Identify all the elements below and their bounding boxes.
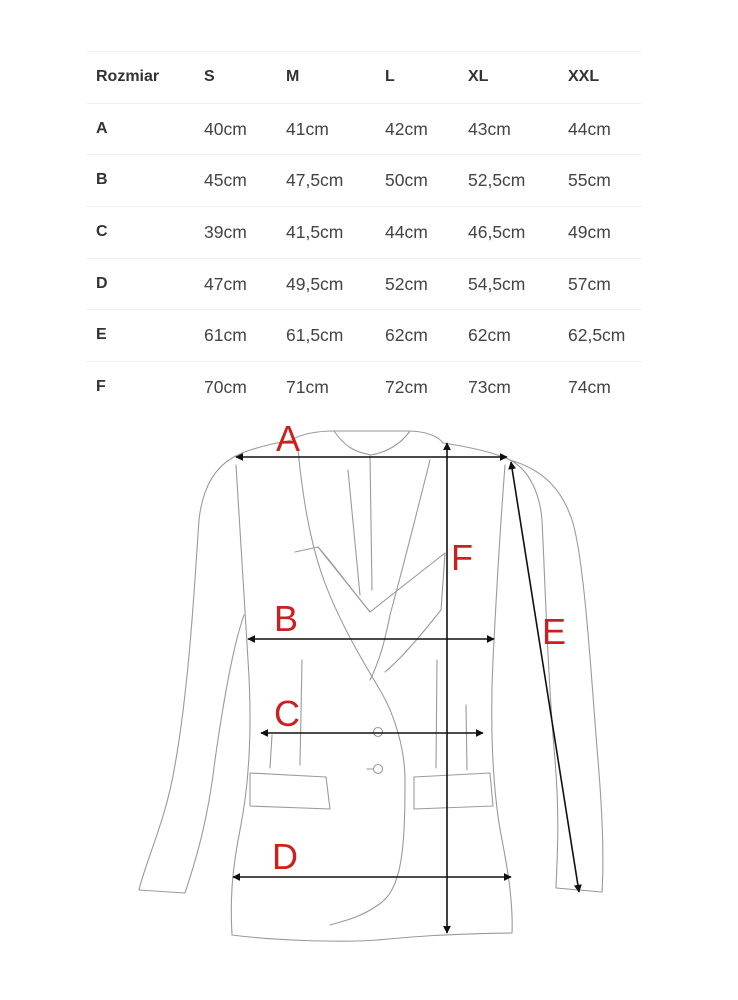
- table-cell: 61cm: [204, 325, 247, 346]
- table-cell: 44cm: [385, 222, 428, 243]
- table-cell: 62,5cm: [568, 325, 626, 346]
- table-cell: 52,5cm: [468, 170, 526, 191]
- table-row: [86, 206, 642, 258]
- header-cell-s: S: [204, 68, 215, 85]
- table-cell: 57cm: [568, 273, 611, 294]
- row-label: B: [96, 171, 108, 189]
- header-cell-l: L: [385, 68, 395, 85]
- label-a: A: [276, 418, 301, 459]
- table-cell: 49,5cm: [286, 273, 344, 294]
- header-cell-xxl: XXL: [568, 68, 600, 85]
- header-cell-xl: XL: [468, 68, 489, 85]
- table-cell: 39cm: [204, 222, 247, 243]
- label-c: C: [274, 693, 300, 734]
- table-cell: 44cm: [568, 118, 611, 139]
- table-cell: 72cm: [385, 377, 428, 398]
- table-cell: 62cm: [385, 325, 428, 346]
- size-table: [86, 51, 642, 413]
- table-cell: 54,5cm: [468, 273, 526, 294]
- label-d: D: [272, 836, 298, 877]
- table-cell: 62cm: [468, 325, 511, 346]
- label-b: B: [274, 598, 299, 639]
- table-cell: 73cm: [468, 377, 511, 398]
- table-row: [86, 309, 642, 361]
- table-cell: 74cm: [568, 377, 611, 398]
- row-label: A: [96, 119, 108, 137]
- table-row: [86, 258, 642, 310]
- header-cell-rozmiar: Rozmiar: [96, 68, 160, 85]
- table-cell: 40cm: [204, 118, 247, 139]
- table-cell: 50cm: [385, 170, 428, 191]
- jacket-outline: [139, 431, 603, 941]
- table-cell: 41,5cm: [286, 222, 344, 243]
- table-cell: 61,5cm: [286, 325, 344, 346]
- jacket-measurement-diagram: [0, 400, 738, 1000]
- label-e: E: [542, 611, 567, 652]
- table-cell: 70cm: [204, 377, 247, 398]
- table-header-row: [86, 51, 642, 103]
- row-label: D: [96, 274, 108, 292]
- arrow-e: [511, 462, 579, 892]
- label-f: F: [451, 537, 473, 578]
- table-cell: 47cm: [204, 273, 247, 294]
- table-cell: 55cm: [568, 170, 611, 191]
- table-cell: 49cm: [568, 222, 611, 243]
- table-cell: 71cm: [286, 377, 329, 398]
- row-label: C: [96, 223, 108, 241]
- table-cell: 45cm: [204, 170, 247, 191]
- table-cell: 42cm: [385, 118, 428, 139]
- table-cell: 47,5cm: [286, 170, 344, 191]
- table-row: [86, 154, 642, 206]
- table-cell: 43cm: [468, 118, 511, 139]
- header-cell-m: M: [286, 68, 300, 85]
- table-cell: 41cm: [286, 118, 329, 139]
- table-cell: 46,5cm: [468, 222, 526, 243]
- table-row: [86, 103, 642, 155]
- row-label: E: [96, 326, 107, 344]
- table-cell: 52cm: [385, 273, 428, 294]
- row-label: F: [96, 378, 106, 396]
